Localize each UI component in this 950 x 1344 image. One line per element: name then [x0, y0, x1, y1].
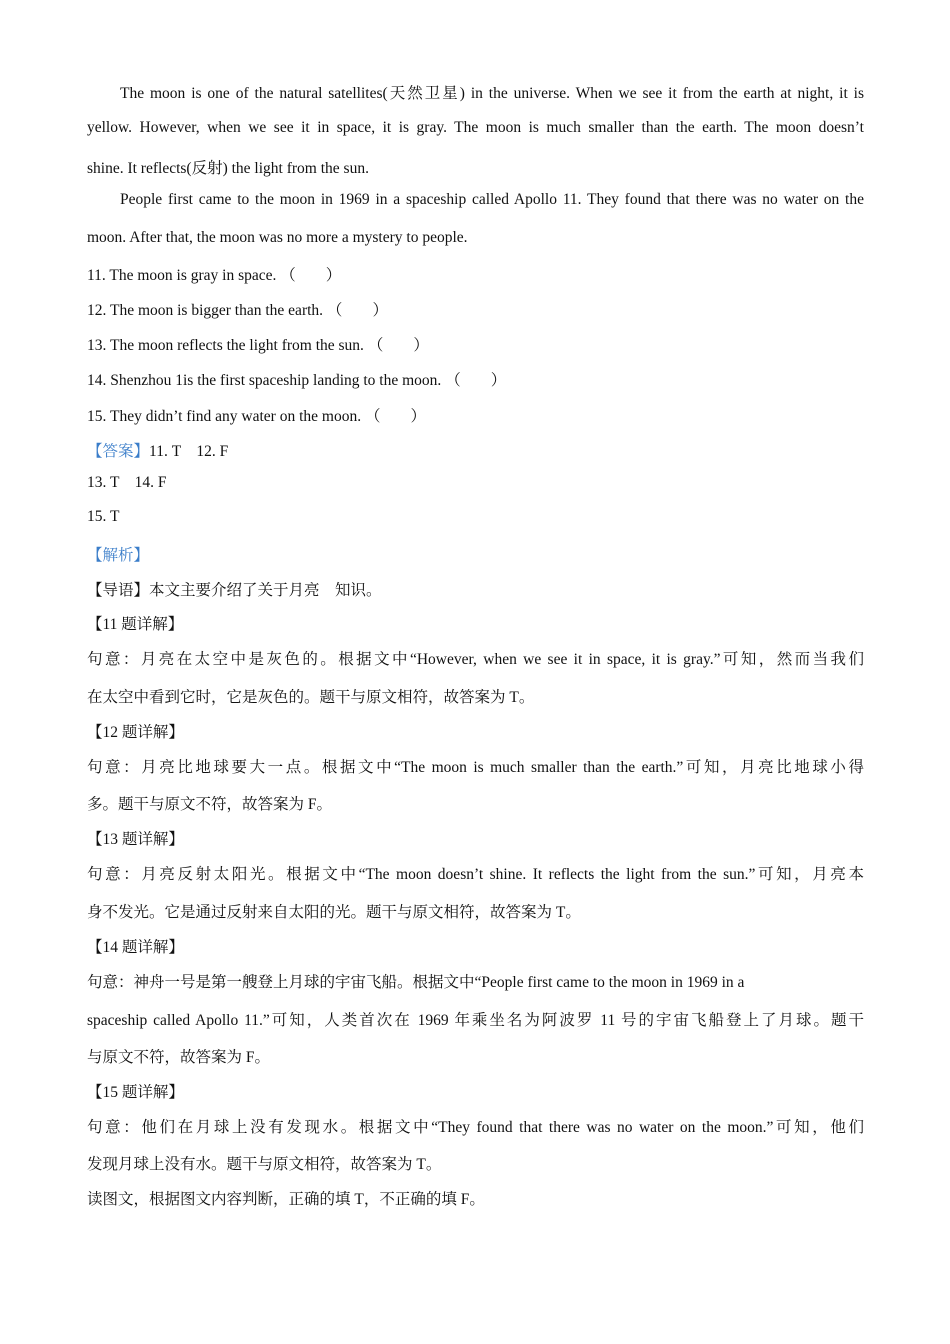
detail-title: 【14 题详解】: [87, 939, 184, 956]
question-item: [87, 298, 388, 320]
answer-blank-close: ）: [372, 302, 388, 319]
detail-title: 【13 题详解】: [87, 831, 184, 848]
answer-blank-open: （: [280, 267, 296, 284]
question-text: 14. Shenzhou 1is the first spaceship landing to the moon.: [87, 372, 442, 389]
answer-values: 11. T 12. F: [149, 443, 229, 460]
answer-blank-open: （: [445, 372, 461, 389]
analysis-label: 【解析】: [87, 547, 150, 564]
answer-blank-open: （: [367, 337, 384, 354]
passage-line: People first came to the moon in 1969 in a spaceship called Apollo 11. They found that there was no water on the: [120, 191, 864, 208]
detail-line: 句意：神舟一号是第一艘登上月球的宇宙飞船。根据文中“People first came to the moon in 1969 in a: [87, 974, 745, 991]
detail-line: spaceship called Apollo 11.”可知，人类首次在 1969 年乘坐名为阿波罗 11 号的宇宙飞船登上了月球。题干: [87, 1012, 864, 1029]
answer-blank-close: ）: [413, 337, 429, 354]
answer-blank-open: （: [364, 408, 381, 425]
question-item: [87, 333, 429, 355]
question-text: 15. They didn’t find any water on the moon.: [87, 408, 362, 425]
answer-values: 15. T: [87, 508, 120, 525]
detail-line: 发现月球上没有水。题干与原文相符，故答案为 T。: [87, 1156, 442, 1173]
question-item: [87, 404, 426, 426]
question-text: 12. The moon is bigger than the earth.: [87, 302, 324, 319]
detail-line: 句意：月亮比地球要大一点。根据文中“The moon is much smaller than the earth.”可知，月亮比地球小得: [87, 759, 864, 776]
passage-line: shine. It reflects(反射) the light from the sun.: [87, 160, 369, 177]
instruction-footer: 读图文，根据图文内容判断，正确的填 T，不正确的填 F。: [87, 1191, 485, 1208]
detail-line: 句意：他们在月球上没有发现水。根据文中“They found that there was no water on the moon.”可知，他们: [87, 1119, 864, 1136]
question-text: 13. The moon reflects the light from the sun.: [87, 337, 364, 354]
detail-line: 与原文不符，故答案为 F。: [87, 1049, 270, 1066]
answer-blank-close: ）: [490, 372, 507, 389]
question-item: [87, 368, 506, 390]
detail-line: 身不发光。它是通过反射来自太阳的光。题干与原文相符，故答案为 T。: [87, 904, 581, 921]
detail-line: 句意：月亮反射太阳光。根据文中“The moon doesn’t shine. It reflects the light from the sun.”可知，月亮本: [87, 866, 864, 883]
answer-blank-close: ）: [410, 408, 426, 425]
passage-line: yellow. However, when we see it in space, it is gray. The moon is much smaller than the earth. The moon doesn’t: [87, 119, 864, 136]
answer-row: [87, 439, 228, 461]
detail-line: 句意：月亮在太空中是灰色的。根据文中“However, when we see it in space, it is gray.”可知，然而当我们: [87, 651, 864, 668]
detail-line: 多。题干与原文不符，故答案为 F。: [87, 796, 332, 813]
passage-line: The moon is one of the natural satellites(天然卫星) in the universe. When we see it from the earth at night, it is: [120, 85, 864, 102]
analysis-intro: 【导语】本文主要介绍了关于月亮 知识。: [87, 582, 382, 599]
answer-values: 13. T 14. F: [87, 474, 167, 491]
detail-title: 【12 题详解】: [87, 724, 184, 741]
answer-blank-open: （: [326, 302, 343, 319]
detail-line: 在太空中看到它时，它是灰色的。题干与原文相符，故答案为 T。: [87, 689, 535, 706]
answer-blank-close: ）: [325, 267, 342, 284]
question-item: [87, 263, 341, 285]
question-text: 11. The moon is gray in space.: [87, 267, 277, 284]
passage-line: moon. After that, the moon was no more a mystery to people.: [87, 229, 468, 246]
answer-label: 【答案】: [87, 443, 150, 460]
detail-title: 【15 题详解】: [87, 1084, 184, 1101]
detail-title: 【11 题详解】: [87, 616, 184, 633]
